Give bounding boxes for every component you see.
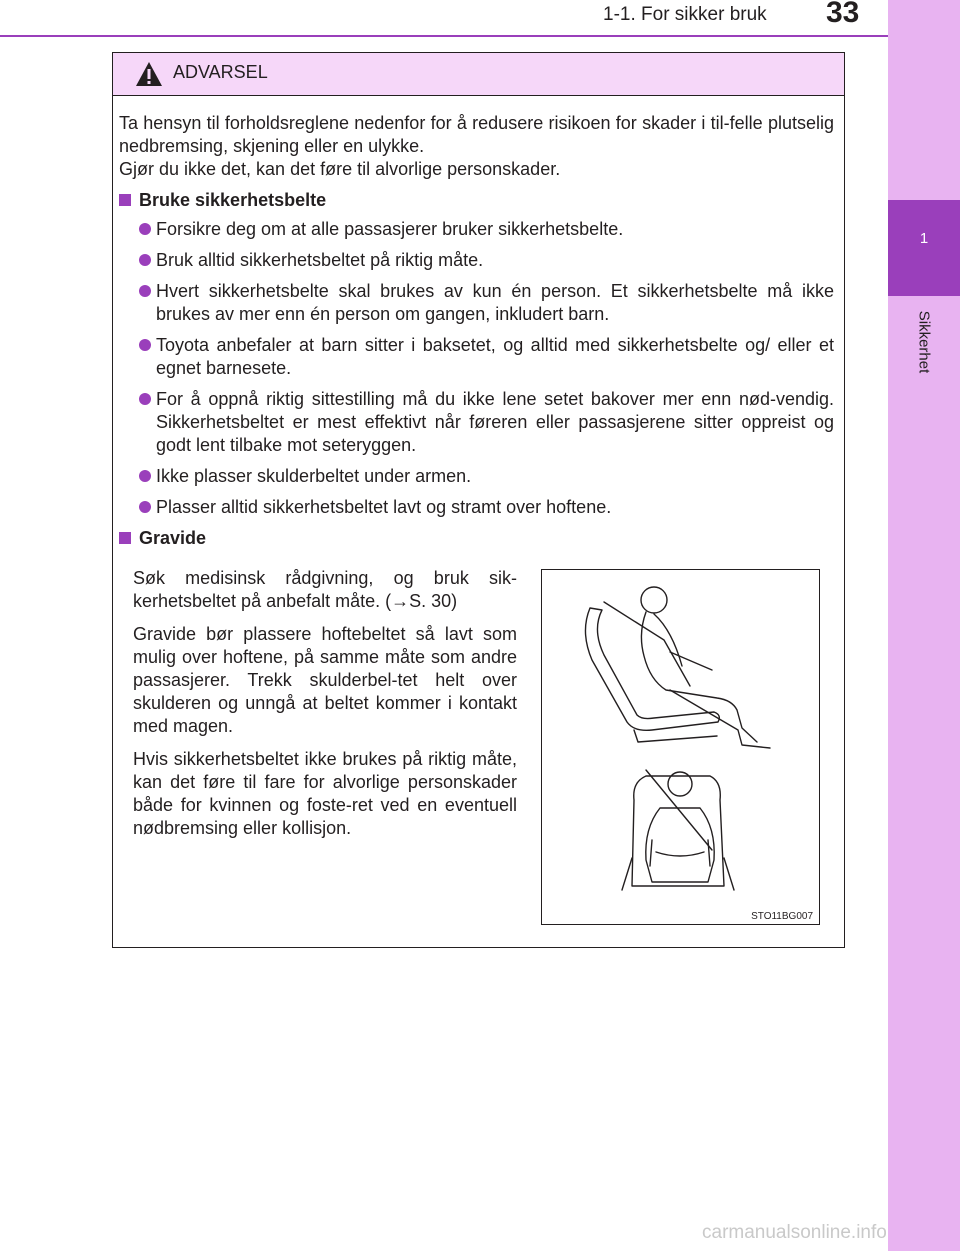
list-item bbox=[119, 465, 834, 488]
bullet-icon bbox=[139, 393, 151, 405]
intro-text-2: Gjør du ikke det, kan det føre til alvorlige personskader. bbox=[119, 159, 561, 179]
section-heading-seatbelt bbox=[119, 189, 834, 212]
warning-body bbox=[119, 112, 834, 550]
square-bullet-icon bbox=[119, 532, 131, 544]
watermark: carmanualsonline.info bbox=[702, 1222, 887, 1243]
list-item-text: Plasser alltid sikkerhetsbeltet lavt og stramt over hoftene. bbox=[156, 497, 612, 517]
warning-title: ADVARSEL bbox=[173, 62, 268, 82]
bullet-icon bbox=[139, 285, 151, 297]
list-item bbox=[119, 249, 834, 272]
list-item-text: Hvert sikkerhetsbelte skal brukes av kun én person. Et sikkerhetsbelte må ikke brukes av mer enn én person om gangen, inkludert barn. bbox=[156, 281, 834, 324]
list-item-text: Ikke plasser skulderbeltet under armen. bbox=[156, 466, 472, 486]
chapter-number: 1 bbox=[919, 230, 929, 247]
list-item-text: For å oppnå riktig sittestilling må du ikke lene setet bakover mer enn nød-vendig. Sikkerhetsbeltet er mest effektivt når føreren eller passasjerene sitter oppreist og godt lent tilbake mot seteryggen. bbox=[156, 389, 834, 455]
list-item bbox=[119, 496, 834, 519]
chapter-tab bbox=[888, 200, 960, 296]
seatbelt-bullet-list bbox=[119, 218, 834, 519]
pregnancy-text bbox=[133, 567, 517, 850]
page-number: 33 bbox=[826, 0, 860, 29]
list-item-text: Forsikre deg om at alle passasjerer bruker sikkerhetsbelte. bbox=[156, 219, 624, 239]
list-item-text: Toyota anbefaler at barn sitter i baksetet, og alltid med sikkerhetsbelte og/ eller et egnet barnesete. bbox=[156, 335, 834, 378]
paragraph: Gravide bør plassere hoftebeltet så lavt som mulig over hoftene, på samme måte som andre passasjerer. Trekk skulderbel-tet helt over skulderen og unngå at beltet kommer i kontakt med magen. bbox=[133, 624, 517, 736]
bullet-icon bbox=[139, 254, 151, 266]
list-item bbox=[119, 280, 834, 326]
paragraph: Hvis sikkerhetsbeltet ikke brukes på riktig måte, kan det føre til fare for alvorlige personskader både for kvinnen og foste-ret ved en eventuell nødbremsing eller kollisjon. bbox=[133, 749, 517, 838]
bullet-icon bbox=[139, 501, 151, 513]
section-heading-text: Bruke sikkerhetsbelte bbox=[139, 190, 327, 210]
section-title: 1-1. For sikker bruk bbox=[603, 4, 767, 25]
section-heading-pregnant bbox=[119, 527, 834, 550]
section-heading-text: Gravide bbox=[139, 528, 207, 548]
warning-triangle-icon bbox=[135, 61, 163, 87]
bullet-icon bbox=[139, 470, 151, 482]
list-item-text: Bruk alltid sikkerhetsbeltet på riktig måte. bbox=[156, 250, 484, 270]
seated-pregnant-woman-illustration bbox=[542, 570, 818, 910]
bullet-icon bbox=[139, 223, 151, 235]
intro-text-1: Ta hensyn til forholdsreglene nedenfor for å redusere risikoen for skader i til-felle plutselig nedbremsing, skjening eller en ulykke. bbox=[119, 113, 834, 156]
chapter-title: Sikkerhet bbox=[915, 310, 933, 374]
list-item bbox=[119, 334, 834, 380]
bullet-icon bbox=[139, 339, 151, 351]
chapter-sidebar bbox=[888, 0, 960, 1251]
list-item bbox=[119, 218, 834, 241]
list-item bbox=[119, 388, 834, 457]
pregnant-seatbelt-illustration bbox=[541, 569, 820, 925]
paragraph: Søk medisinsk rådgivning, og bruk sik-kerhetsbeltet på anbefalt måte. (→S. 30) bbox=[133, 568, 517, 611]
header-rule bbox=[0, 35, 888, 37]
warning-header bbox=[113, 53, 844, 96]
figure-code: STO11BG007 bbox=[751, 911, 813, 922]
warning-intro bbox=[119, 112, 834, 181]
square-bullet-icon bbox=[119, 194, 131, 206]
